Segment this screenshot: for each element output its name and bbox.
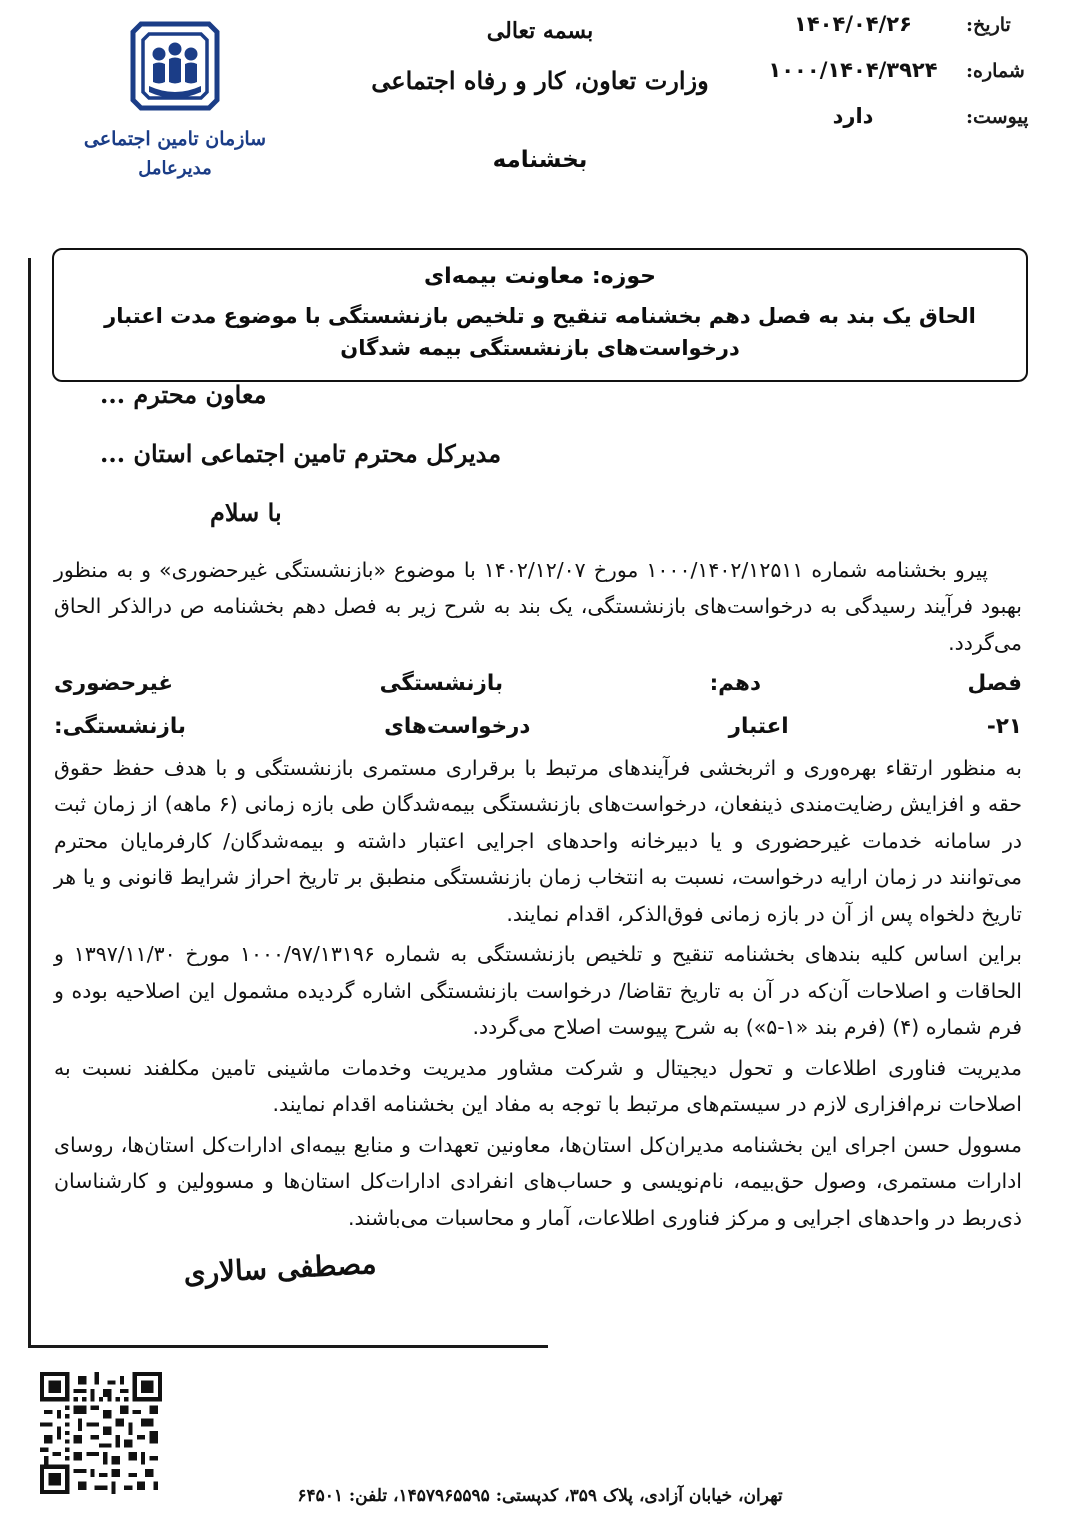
- signatory-name: مصطفی سالاری: [182, 1246, 378, 1291]
- date-value: ۱۴۰۴/۰۴/۲۶: [794, 12, 912, 36]
- body-paragraph-2: به منظور ارتقاء بهره‌وری و اثربخشی فرآیندهای مرتبط با برقراری مستمری بازنشستگی و با هدف حفظ حقوق حقه و افزایش رضایت‌مندی ذینفعان، درخواست‌های بازنشستگی بیمه‌شدگان طی بازه زمانی (۶ ماهه) از زمان ثبت در سامانه خدمات غیرحضوری و یا دبیرخانه واحدهای اجرایی اعتبار داشته و بیمه‌شدگان/ کارفرمایان محترم می‌توانند در زمان ارایه درخواست، نسبت به انتخاب زمان بازنشستگی منطبق بر تاریخ احراز شرایط قانونی و یا هر تاریخ دلخواه پس از آن در بازه زمانی فوق‌الذکر، اقدام نمایند.: [54, 755, 1023, 926]
- document-type: بخشنامه: [492, 147, 588, 173]
- besmeh-taali: بسمه تعالی: [486, 18, 594, 44]
- document-header: [0, 0, 1080, 215]
- left-frame-rule: [28, 258, 31, 1348]
- salutation: با سلام: [210, 498, 282, 527]
- bottom-frame-rule: [28, 1345, 548, 1348]
- department-line: حوزه: معاونت بیمه‌ای: [424, 264, 656, 289]
- subject-title-box: [52, 248, 1028, 382]
- chapter-heading: فصل دهم: بازنشستگی غیرحضوری: [54, 671, 1022, 697]
- subject-line: الحاق یک بند به فصل دهم بخشنامه تنقیح و تلخیص بازنشستگی با موضوع مدت اعتبار درخواست‌های بازنشستگی بیمه شدگان: [104, 304, 976, 360]
- body-paragraph-3: براین اساس کلیه بندهای بخشنامه تنقیح و تلخیص بازنشستگی به شماره ۱۰۰۰/۹۷/۱۳۱۹۶ مورخ ۱۳۹۷/۱۱/۳۰ و الحاقات و اصلاحات آن‌که در آن به تاریخ تقاضا/ درخواست بازنشستگی اشاره گردیده مشمول این اصلاحیه بوده و فرم شماره (۴) (فرم بند «۱-۵») به شرح پیوست اصلاح می‌گردد.: [54, 942, 1022, 1040]
- body-paragraph-5: مسوول حسن اجرای این بخشنامه مدیران‌کل استان‌ها، معاونین تعهدات و منابع بیمه‌ای ادارات‌کل استان‌ها، روسای ادارات مستمری، وصول حق‌بیمه، نام‌نویسی و حساب‌های انفرادی ادارات‌کل استان‌ها و مسوولین و کارشناسان ذی‌ربط در واحدهای اجرایی و مرکز فناوری اطلاعات، آمار و محاسبات می‌باشند.: [54, 1132, 1022, 1230]
- meta-row-attachment: [744, 106, 1044, 127]
- attachment-label: پیوست:: [966, 106, 1029, 128]
- meta-row-number: [744, 60, 1044, 81]
- meta-row-date: [744, 14, 1044, 35]
- addressee-block: [60, 380, 1020, 527]
- social-security-organization-logo-icon: [119, 10, 231, 122]
- addressee-deputy: معاون محترم ...: [100, 380, 267, 409]
- date-label: تاریخ:: [966, 14, 1011, 36]
- document-footer-address: تهران، خیابان آزادی، پلاک ۳۵۹، کدپستی: ۱۴۵۷۹۶۵۵۹۵، تلفن: ۶۴۵۰۱: [297, 1486, 783, 1506]
- clause-heading: ۲۱- اعتبار درخواست‌های بازنشستگی:: [54, 713, 1022, 739]
- qr-code-icon[interactable]: [40, 1372, 162, 1494]
- document-body: [54, 552, 1022, 1240]
- number-value: ۱۰۰۰/۱۴۰۴/۳۹۲۴: [768, 58, 938, 82]
- organization-name: سازمان تامین اجتماعی: [83, 128, 267, 150]
- organization-role: مدیرعامل: [138, 158, 212, 179]
- ministry-name: وزارت تعاون، کار و رفاه اجتماعی: [371, 66, 709, 95]
- document-meta: [744, 14, 1044, 152]
- attachment-value: دارد: [832, 104, 874, 128]
- body-paragraph-1: پیرو بخشنامه شماره ۱۰۰۰/۱۴۰۲/۱۲۵۱۱ مورخ ۱۴۰۲/۱۲/۰۷ با موضوع «بازنشستگی غیرحضوری» و به منظور بهبود فرآیند رسیدگی به درخواست‌های بازنشستگی، یک بند به شرح زیر به فصل دهم بخشنامه ص درالذکر الحاق می‌گردد.: [54, 558, 1022, 655]
- addressee-director-general: مدیرکل محترم تامین اجتماعی استان ...: [100, 439, 502, 468]
- number-label: شماره:: [966, 60, 1025, 82]
- organization-logo-block: [60, 10, 290, 179]
- body-paragraph-4: مدیریت فناوری اطلاعات و تحول دیجیتال و شرکت مشاور مدیریت وخدمات ماشینی تامین مکلفند نسبت به اصلاحات نرم‌افزاری لازم در سیستم‌های مرتبط با توجه به مفاد این بخشنامه اقدام نمایند.: [54, 1055, 1022, 1117]
